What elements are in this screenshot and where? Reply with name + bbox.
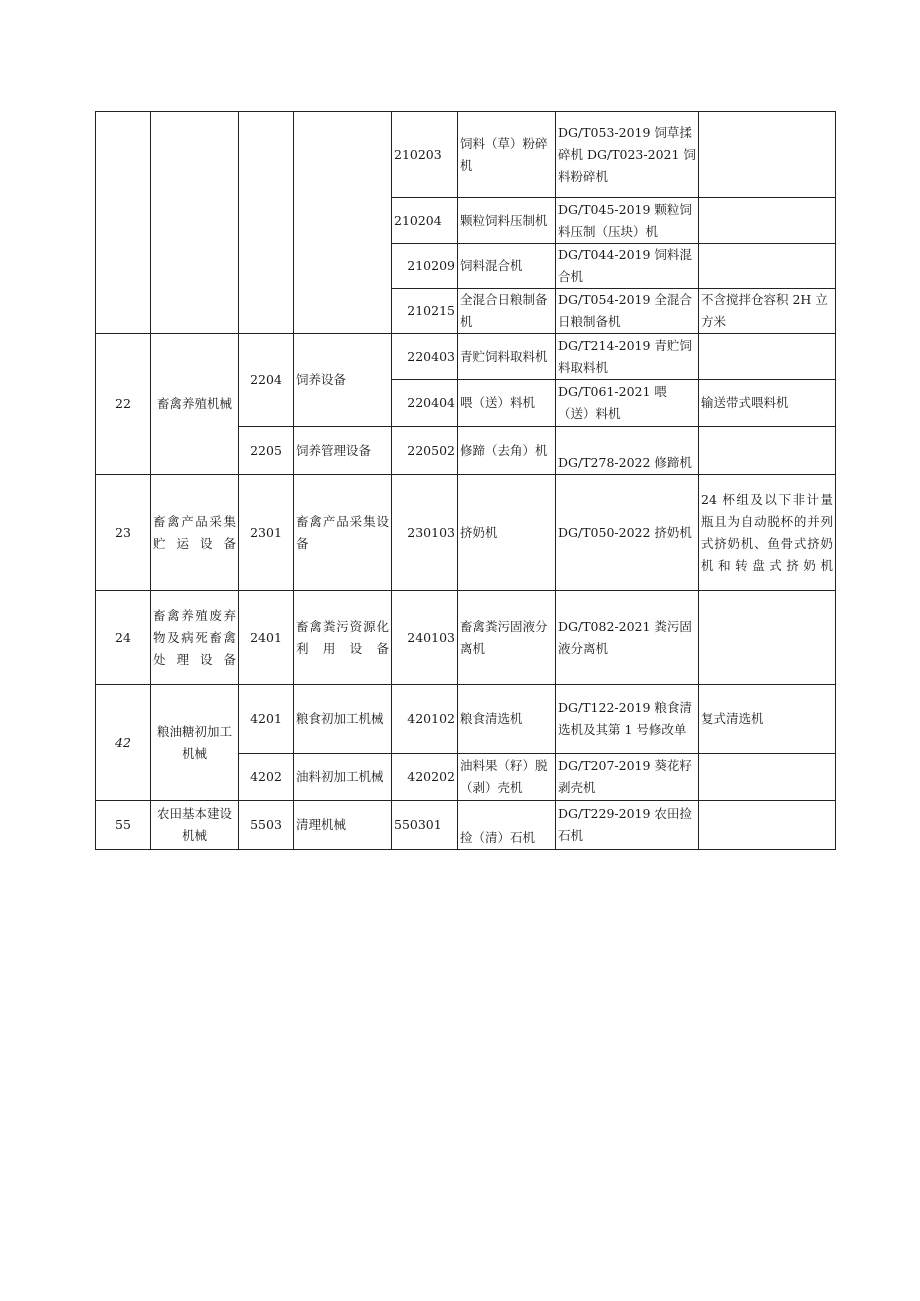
cell-item-code: 230103 — [392, 475, 458, 591]
cell-seq: 55 — [96, 801, 151, 850]
cell-note — [699, 754, 836, 801]
cell-subcode: 2205 — [239, 427, 294, 475]
table-row — [96, 591, 836, 685]
cell-item-code: 210204 — [392, 198, 458, 244]
cell-item-name: 油料果（籽）脱（剥）壳机 — [458, 754, 556, 801]
cell-category: 畜禽养殖废弃物及病死畜禽处理设备 — [151, 591, 239, 685]
cell-subcode: 4202 — [239, 754, 294, 801]
cell-seq: 42 — [96, 685, 151, 801]
cell-item-code: 210209 — [392, 244, 458, 289]
cell-item-code: 240103 — [392, 591, 458, 685]
cell-note: 24 杯组及以下非计量瓶且为自动脱杯的并列式挤奶机、鱼骨式挤奶机和转盘式挤奶机 — [699, 475, 836, 591]
cell-note — [699, 427, 836, 475]
cell-subcategory: 饲养设备 — [294, 334, 392, 427]
cell-subcategory: 油料初加工机械 — [294, 754, 392, 801]
cell-item-name: 挤奶机 — [458, 475, 556, 591]
cell-item-code: 220502 — [392, 427, 458, 475]
cell-standard: DG/T054-2019 全混合日粮制备机 — [556, 289, 699, 334]
cell-item-code: 210203 — [392, 112, 458, 198]
cell-item-code: 420102 — [392, 685, 458, 754]
cell-seq — [96, 112, 151, 334]
cell-item-name: 饲料（草）粉碎机 — [458, 112, 556, 198]
cell-seq: 22 — [96, 334, 151, 475]
cell-item-name: 全混合日粮制备机 — [458, 289, 556, 334]
cell-item-name: 修蹄（去角）机 — [458, 427, 556, 475]
cell-subcode — [239, 112, 294, 334]
cell-item-code: 420202 — [392, 754, 458, 801]
cell-standard: DG/T044-2019 饲料混合机 — [556, 244, 699, 289]
cell-subcode: 2301 — [239, 475, 294, 591]
cell-subcategory: 饲养管理设备 — [294, 427, 392, 475]
equipment-catalog-table — [95, 111, 836, 850]
table-row — [96, 475, 836, 591]
table-row — [96, 334, 836, 380]
cell-category: 农田基本建设机械 — [151, 801, 239, 850]
cell-standard: DG/T122-2019 粮食清选机及其第 1 号修改单 — [556, 685, 699, 754]
cell-subcategory: 畜禽粪污资源化利用设备 — [294, 591, 392, 685]
cell-note — [699, 112, 836, 198]
cell-subcategory: 粮食初加工机械 — [294, 685, 392, 754]
cell-standard: DG/T214-2019 青贮饲料取料机 — [556, 334, 699, 380]
cell-note — [699, 334, 836, 380]
cell-note: 复式清选机 — [699, 685, 836, 754]
cell-subcategory: 畜禽产品采集设备 — [294, 475, 392, 591]
cell-item-name: 青贮饲料取料机 — [458, 334, 556, 380]
cell-item-code: 210215 — [392, 289, 458, 334]
cell-item-code: 220404 — [392, 380, 458, 427]
cell-seq: 24 — [96, 591, 151, 685]
cell-standard: DG/T050-2022 挤奶机 — [556, 475, 699, 591]
table-row — [96, 801, 836, 850]
cell-standard: DG/T207-2019 葵花籽剥壳机 — [556, 754, 699, 801]
cell-note — [699, 198, 836, 244]
cell-standard: DG/T278-2022 修蹄机 — [556, 427, 699, 475]
cell-standard: DG/T082-2021 粪污固液分离机 — [556, 591, 699, 685]
cell-note: 不含搅拌仓容积 2H 立方米 — [699, 289, 836, 334]
cell-item-name: 粮食清选机 — [458, 685, 556, 754]
cell-standard: DG/T053-2019 饲草揉碎机 DG/T023-2021 饲料粉碎机 — [556, 112, 699, 198]
cell-standard: DG/T045-2019 颗粒饲料压制（压块）机 — [556, 198, 699, 244]
cell-note — [699, 591, 836, 685]
cell-note — [699, 801, 836, 850]
cell-item-name: 畜禽粪污固液分离机 — [458, 591, 556, 685]
cell-item-name: 颗粒饲料压制机 — [458, 198, 556, 244]
cell-item-name: 捡（清）石机 — [458, 801, 556, 850]
cell-subcode: 4201 — [239, 685, 294, 754]
cell-subcode: 2204 — [239, 334, 294, 427]
cell-item-name: 饲料混合机 — [458, 244, 556, 289]
cell-subcategory — [294, 112, 392, 334]
table-row — [96, 112, 836, 198]
cell-subcategory: 清理机械 — [294, 801, 392, 850]
cell-standard: DG/T229-2019 农田捡石机 — [556, 801, 699, 850]
cell-standard: DG/T061-2021 喂（送）料机 — [556, 380, 699, 427]
cell-item-name: 喂（送）料机 — [458, 380, 556, 427]
cell-category: 粮油糖初加工机械 — [151, 685, 239, 801]
cell-note — [699, 244, 836, 289]
table-row — [96, 685, 836, 754]
cell-seq: 23 — [96, 475, 151, 591]
cell-item-code: 550301 — [392, 801, 458, 850]
cell-category: 畜禽养殖机械 — [151, 334, 239, 475]
cell-note: 输送带式喂料机 — [699, 380, 836, 427]
cell-category — [151, 112, 239, 334]
cell-subcode: 2401 — [239, 591, 294, 685]
cell-item-code: 220403 — [392, 334, 458, 380]
cell-category: 畜禽产品采集贮运设备 — [151, 475, 239, 591]
cell-subcode: 5503 — [239, 801, 294, 850]
